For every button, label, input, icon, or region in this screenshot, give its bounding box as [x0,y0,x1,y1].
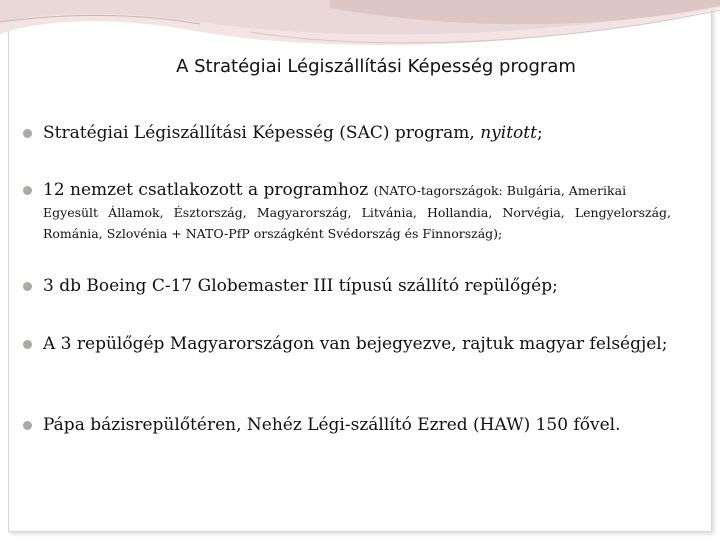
bullet-1-text: Stratégiai Légiszállítási Képesség (SAC) program, [43,123,481,143]
bullet-4 [43,333,671,355]
bullet-3 [43,275,671,297]
bullet-dot-icon [23,340,32,349]
bullet-5-text: Pápa bázisrepülőtéren, Nehéz Légi-szállító Ezred (HAW) 150 fővel. [43,415,621,435]
bullet-1 [43,122,671,144]
bullet-2 [43,179,671,244]
bullet-2-small-line1: (NATO-tagországok: Bulgária, Amerikai [373,183,627,198]
slide-title: A Stratégiai Légiszállítási Képesség program [176,56,576,77]
bullet-1-end: ; [536,123,543,143]
bullet-3-text: 3 db Boeing C-17 Globemaster III típusú szállító repülőgép; [43,276,558,296]
bullet-5 [43,414,671,436]
bullet-1-italic: nyitott [480,123,537,143]
bullet-2-small-rest: Egyesült Államok, Észtország, Magyarország, Litvánia, Hollandia, Norvégia, Lengyelország, Románia, Szlovénia + NATO-PfP országként Svédország és Finnország); [43,205,671,241]
bullet-4-text: A 3 repülőgép Magyarországon van bejegyezve, rajtuk magyar felségjel; [43,334,668,354]
bullet-dot-icon [23,282,32,291]
bullet-2-text: 12 nemzet csatlakozott a programhoz [43,180,374,200]
bullet-dot-icon [23,186,32,195]
slide-frame [8,4,712,532]
header-banner [0,0,720,60]
bullet-dot-icon [23,421,32,430]
bullet-dot-icon [23,129,32,138]
